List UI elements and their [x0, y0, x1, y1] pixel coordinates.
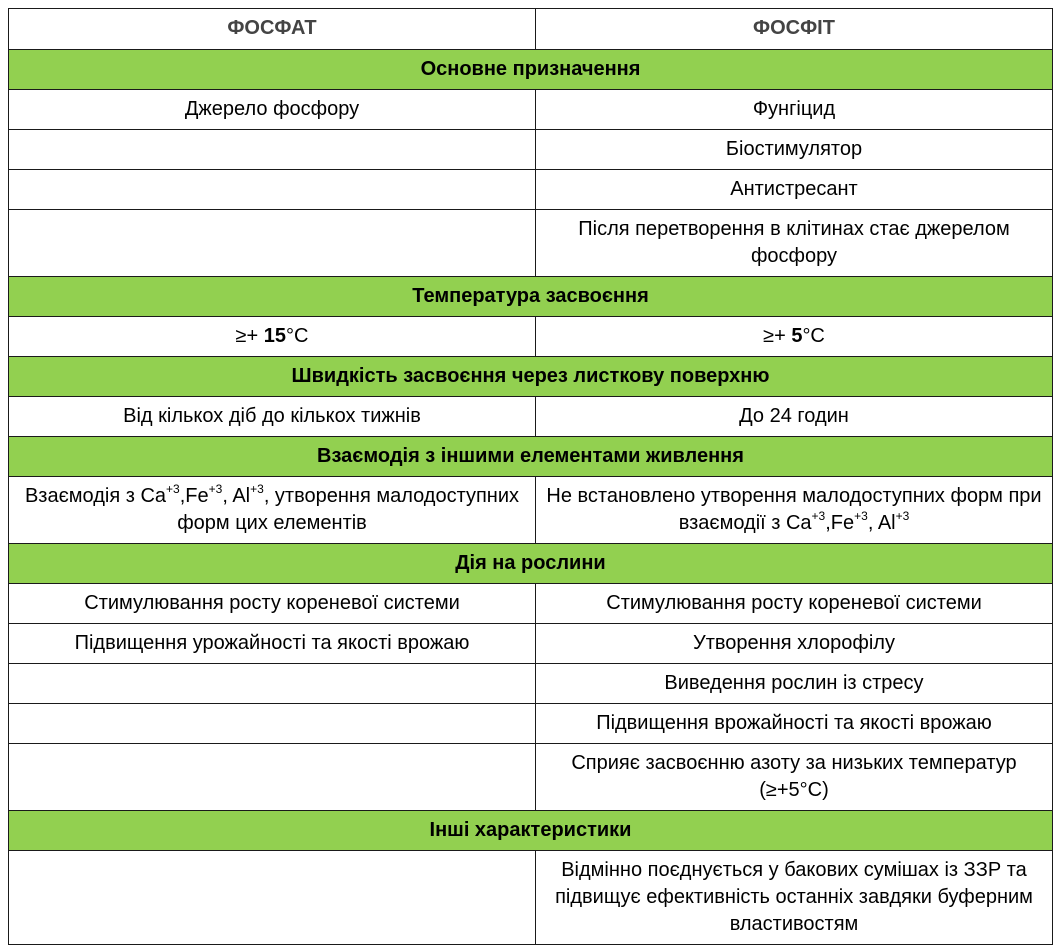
cell-phosphate-empty	[9, 210, 536, 277]
comparison-table	[8, 8, 1053, 945]
superscript: +3	[250, 482, 264, 496]
text-fragment: ,Fe	[825, 512, 855, 534]
table-row	[9, 851, 1053, 945]
cell-phosphite: Виведення рослин із стресу	[536, 664, 1053, 704]
section-row-purpose	[9, 50, 1053, 90]
cell-phosphate-empty	[9, 664, 536, 704]
table-row	[9, 210, 1053, 277]
section-title-purpose: Основне призначення	[9, 50, 1053, 90]
superscript: +3	[895, 509, 910, 523]
cell-phosphite: Утворення хлорофілу	[536, 624, 1053, 664]
cell-phosphate: Стимулювання росту кореневої системи	[9, 584, 536, 624]
cell-phosphate: Джерело фосфору	[9, 90, 536, 130]
section-title-speed: Швидкість засвоєння через листкову поверхню	[9, 357, 1053, 397]
cell-phosphate-empty	[9, 704, 536, 744]
section-title-other: Інші характеристики	[9, 811, 1053, 851]
cell-phosphite: Стимулювання росту кореневої системи	[536, 584, 1053, 624]
section-row-action	[9, 544, 1053, 584]
cell-phosphate-interaction	[9, 477, 536, 544]
table-row	[9, 624, 1053, 664]
section-row-speed	[9, 357, 1053, 397]
table-row	[9, 90, 1053, 130]
cell-phosphate: Підвищення урожайності та якості врожаю	[9, 624, 536, 664]
cell-phosphite: Підвищення врожайності та якості врожаю	[536, 704, 1053, 744]
cell-phosphite: Фунгіцид	[536, 90, 1053, 130]
section-row-temperature	[9, 277, 1053, 317]
cell-phosphite: Після перетворення в клітинах стає джерелом фосфору	[536, 210, 1053, 277]
cell-phosphite: Відмінно поєднується у бакових сумішах із ЗЗР та підвищує ефективність останніх завдяки буферним властивостям	[536, 851, 1053, 945]
cell-phosphate-empty	[9, 851, 536, 945]
cell-phosphite: Антистресант	[536, 170, 1053, 210]
text-fragment: , Al	[867, 512, 896, 534]
section-title-action: Дія на рослини	[9, 544, 1053, 584]
table-row	[9, 477, 1053, 544]
temp-unit: °C	[802, 325, 825, 347]
cell-phosphite-interaction	[536, 477, 1053, 544]
cell-phosphite: До 24 годин	[536, 397, 1053, 437]
table-row	[9, 664, 1053, 704]
temp-unit: °C	[286, 325, 309, 347]
table-row	[9, 744, 1053, 811]
section-title-interaction: Взаємодія з іншими елементами живлення	[9, 437, 1053, 477]
text-fragment: , утворення малодоступних форм цих елементів	[177, 485, 520, 534]
temp-value: 5	[791, 325, 803, 347]
cell-phosphite: Біостимулятор	[536, 130, 1053, 170]
superscript: +3	[166, 482, 180, 496]
table-row	[9, 130, 1053, 170]
table-row	[9, 584, 1053, 624]
cell-phosphite-temperature	[536, 317, 1053, 357]
table-row	[9, 704, 1053, 744]
superscript: +3	[208, 482, 223, 496]
cell-phosphate-empty	[9, 130, 536, 170]
text-fragment: ,Fe	[179, 485, 209, 507]
section-title-temperature: Температура засвоєння	[9, 277, 1053, 317]
temp-prefix: ≥+	[763, 325, 792, 347]
temp-prefix: ≥+	[235, 325, 264, 347]
text-fragment: Не встановлено утворення малодоступних форм при взаємодії з Ca	[546, 485, 1042, 534]
table-row	[9, 317, 1053, 357]
temp-value: 15	[263, 325, 286, 347]
header-phosphite: ФОСФІТ	[536, 9, 1053, 50]
cell-phosphite: Сприяє засвоєнню азоту за низьких температур (≥+5°C)	[536, 744, 1053, 811]
header-row	[9, 9, 1053, 50]
cell-phosphate-temperature	[9, 317, 536, 357]
table-row	[9, 397, 1053, 437]
superscript: +3	[811, 509, 826, 523]
text-fragment: , Al	[222, 485, 251, 507]
cell-phosphate-empty	[9, 744, 536, 811]
cell-phosphate: Від кількох діб до кількох тижнів	[9, 397, 536, 437]
superscript: +3	[854, 509, 868, 523]
cell-phosphate-empty	[9, 170, 536, 210]
text-fragment: Взаємодія з Ca	[24, 485, 167, 507]
table-row	[9, 170, 1053, 210]
header-phosphate: ФОСФАТ	[9, 9, 536, 50]
section-row-interaction	[9, 437, 1053, 477]
section-row-other	[9, 811, 1053, 851]
